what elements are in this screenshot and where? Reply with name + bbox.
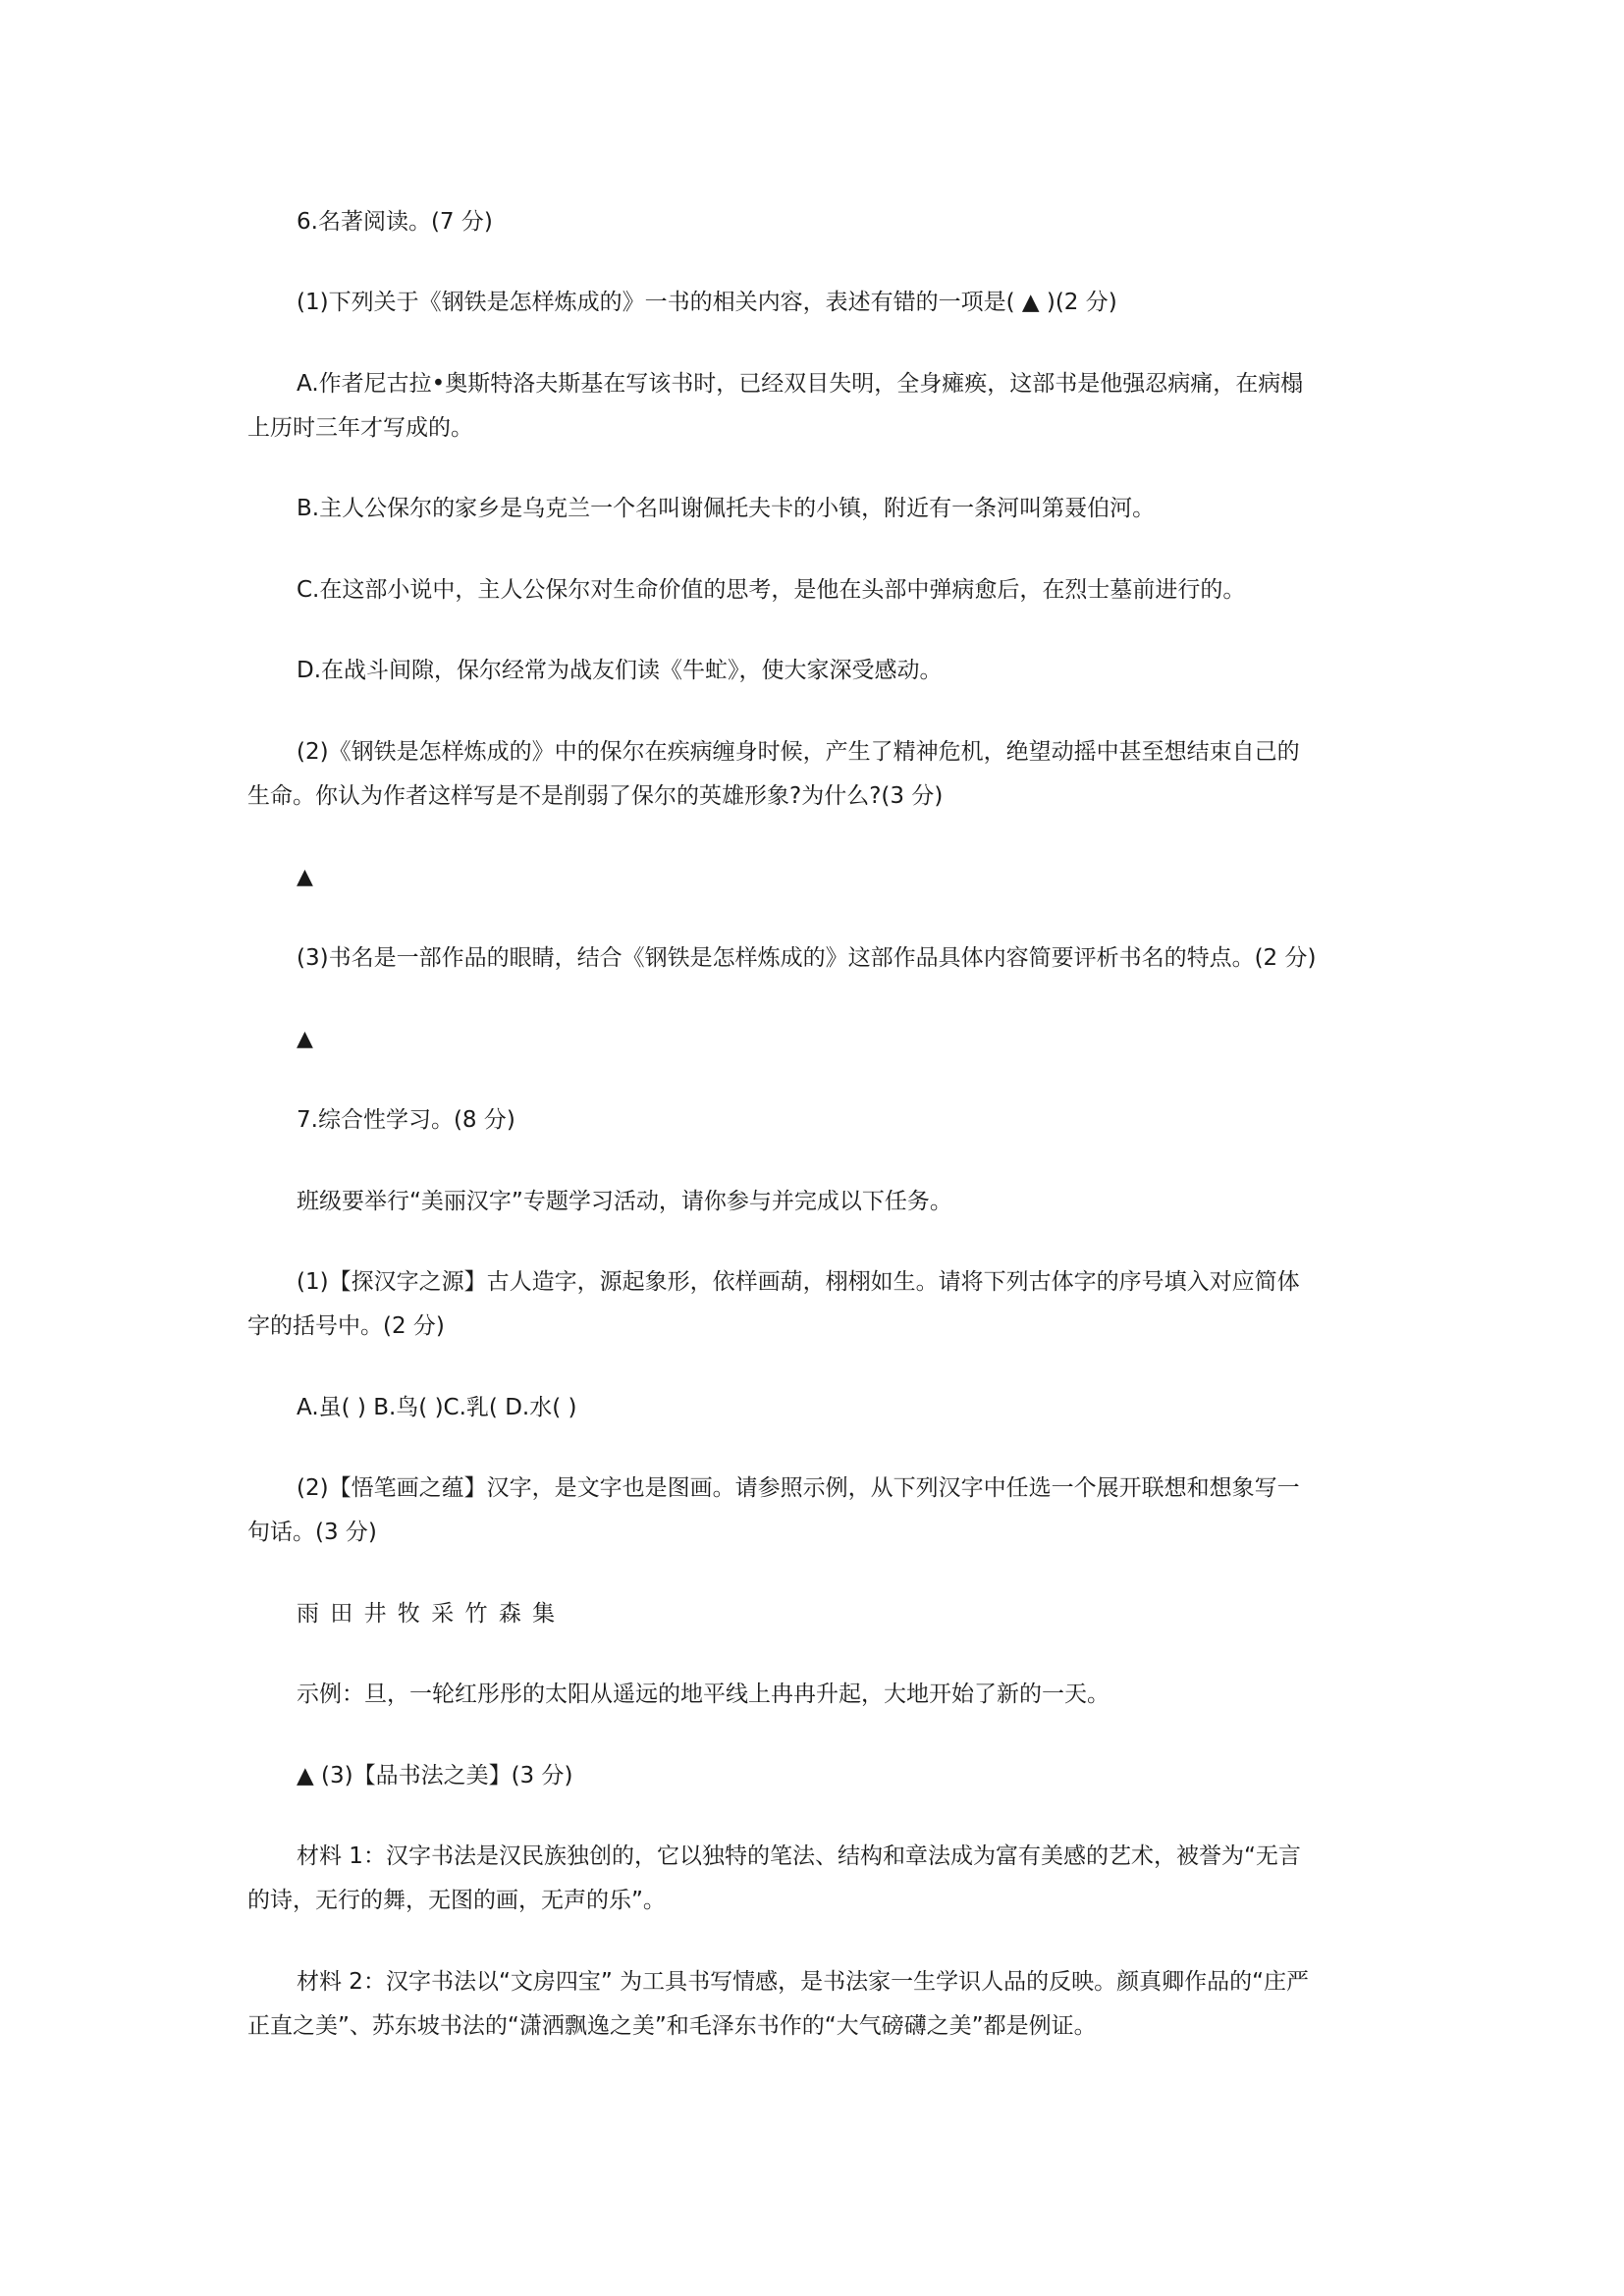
q7-material2-line2: 正直之美”、苏东坡书法的“潇洒飘逸之美”和毛泽东书作的“大气磅礴之美”都是例证。: [247, 2013, 1097, 2039]
q6-p2-line2: 生命。你认为作者这样写是不是削弱了保尔的英雄形象?为什么?(3 分): [247, 783, 944, 809]
q6-option-a-line1: A.作者尼古拉•奥斯特洛夫斯基在写该书时，已经双目失明，全身瘫痪，这部书是他强忍病痛，在病榻: [297, 371, 1304, 397]
q6-p1: (1)下列关于《钢铁是怎样炼成的》一书的相关内容，表述有错的一项是( ▲ )(2 分): [297, 290, 1117, 315]
q7-p3: ▲ (3)【品书法之美】(3 分): [297, 1763, 573, 1789]
q7-material2-line1: 材料 2：汉字书法以“文房四宝” 为工具书写情感，是书法家一生学识人品的反映。颜真卿作品的“庄严: [297, 1969, 1310, 1995]
q7-intro: 班级要举行“美丽汉字”专题学习活动，请你参与并完成以下任务。: [297, 1189, 952, 1214]
q7-title: 7.综合性学习。(8 分): [297, 1107, 515, 1133]
q7-p1-line2: 字的括号中。(2 分): [247, 1313, 445, 1339]
q6-answer2-triangle: ▲: [297, 865, 313, 889]
q7-p2-line2: 句话。(3 分): [247, 1520, 377, 1545]
q7-material1-line2: 的诗，无行的舞，无图的画，无声的乐”。: [247, 1888, 666, 1913]
q6-option-d: D.在战斗间隙，保尔经常为战友们读《牛虻》，使大家深受感动。: [297, 658, 943, 683]
q7-p1-line1: (1)【探汉字之源】古人造字，源起象形，依样画葫，栩栩如生。请将下列古体字的序号填入对应简体: [297, 1269, 1300, 1295]
q6-title: 6.名著阅读。(7 分): [297, 209, 493, 235]
q6-p3: (3)书名是一部作品的眼睛，结合《钢铁是怎样炼成的》这部作品具体内容简要评析书名的特点。(2 分): [297, 945, 1317, 971]
q7-p2-line1: (2)【悟笔画之蕴】汉字，是文字也是图画。请参照示例，从下列汉字中任选一个展开联想和想象写一: [297, 1475, 1300, 1501]
q6-option-a-line2: 上历时三年才写成的。: [247, 415, 473, 441]
q6-option-c: C.在这部小说中，主人公保尔对生命价值的思考，是他在头部中弹病愈后，在烈士墓前进行的。: [297, 577, 1246, 603]
q7-example: 示例：旦，一轮红彤彤的太阳从遥远的地平线上冉冉升起，大地开始了新的一天。: [297, 1682, 1110, 1707]
q6-answer3-triangle: ▲: [297, 1027, 313, 1051]
q6-option-b: B.主人公保尔的家乡是乌克兰一个名叫谢佩托夫卡的小镇，附近有一条河叫第聂伯河。: [297, 496, 1156, 521]
q7-material1-line1: 材料 1：汉字书法是汉民族独创的，它以独特的笔法、结构和章法成为富有美感的艺术，被誉为“无言: [297, 1843, 1301, 1869]
q7-p1-options: A.虽( ) B.鸟( )C.乳( D.水( ): [297, 1395, 577, 1420]
q6-p2-line1: (2)《钢铁是怎样炼成的》中的保尔在疾病缠身时候，产生了精神危机，绝望动摇中甚至想结束自己的: [297, 739, 1300, 765]
q7-character-list: 雨 田 井 牧 采 竹 森 集: [297, 1601, 558, 1627]
